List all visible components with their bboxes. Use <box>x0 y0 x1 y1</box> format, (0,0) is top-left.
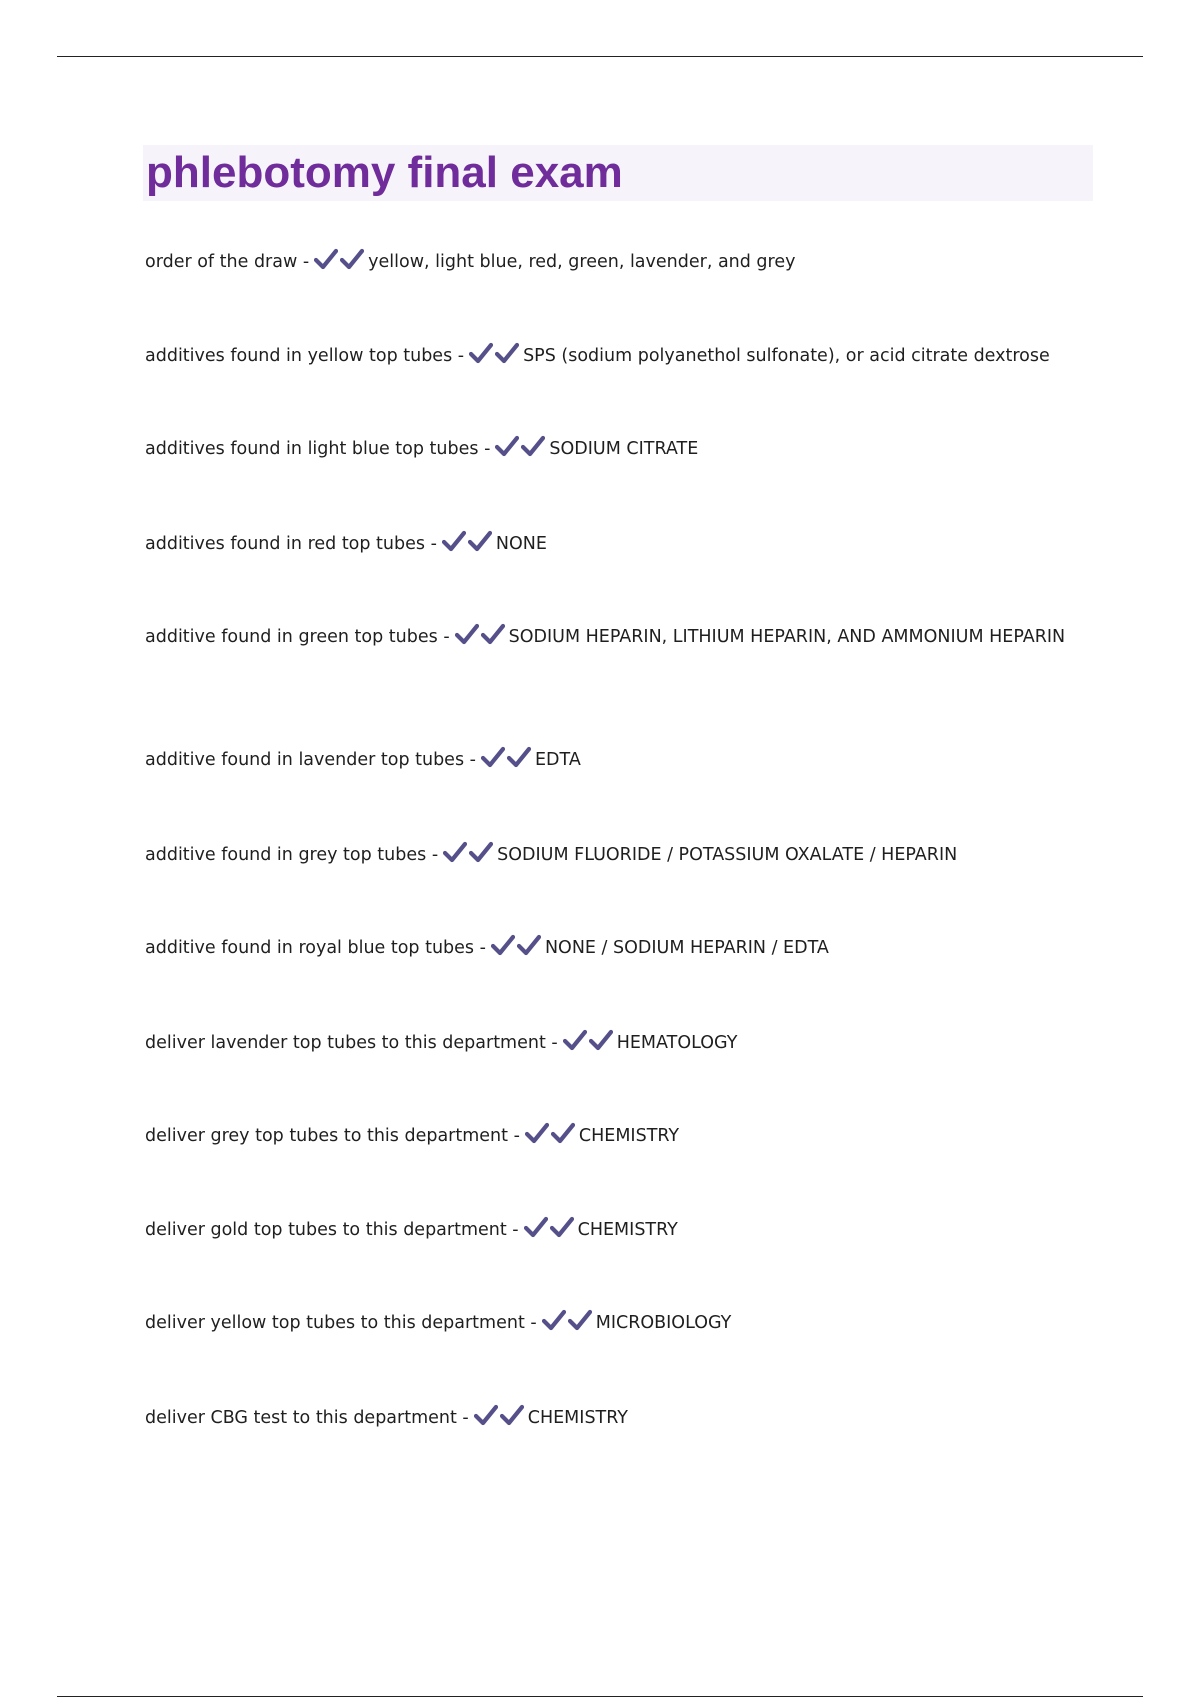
check-icon <box>442 530 466 552</box>
question-text: additive found in green top tubes <box>145 627 438 647</box>
check-icon <box>542 1309 566 1331</box>
check-icon <box>455 623 479 645</box>
double-check-icons <box>494 434 546 464</box>
question-text: deliver gold top tubes to this department <box>145 1220 507 1240</box>
question-text: deliver yellow top tubes to this department <box>145 1313 525 1333</box>
answer-text: MICROBIOLOGY <box>595 1313 732 1333</box>
answer-text: CHEMISTRY <box>578 1126 680 1146</box>
separator-dash: - <box>297 252 310 272</box>
separator-dash: - <box>508 1126 520 1146</box>
double-check-icons <box>454 622 506 652</box>
check-icon <box>525 1122 549 1144</box>
answer-text: SODIUM HEPARIN, LITHIUM HEPARIN, AND AMMONIUM HEPARIN <box>508 627 1066 647</box>
double-check-icons <box>541 1308 593 1338</box>
answer-text: NONE / SODIUM HEPARIN / EDTA <box>544 938 829 958</box>
check-icon <box>517 934 541 956</box>
question-text: additive found in royal blue top tubes <box>145 938 475 958</box>
question-text: additives found in red top tubes <box>145 534 425 554</box>
check-icon <box>481 623 505 645</box>
double-check-icons <box>523 1215 575 1245</box>
check-icon <box>314 248 338 270</box>
answer-text: SODIUM FLUORIDE / POTASSIUM OXALATE / HEPARIN <box>497 845 958 865</box>
double-check-icons <box>562 1028 614 1058</box>
qa-item <box>145 434 1095 464</box>
answer-text: CHEMISTRY <box>577 1220 678 1240</box>
double-check-icons <box>442 840 494 870</box>
separator-dash: - <box>426 845 439 865</box>
qa-item <box>145 1403 1095 1433</box>
answer-text: yellow, light blue, red, green, lavender, and grey <box>368 252 796 272</box>
double-check-icons <box>441 529 493 559</box>
double-check-icons <box>524 1121 576 1151</box>
top-rule <box>57 56 1143 57</box>
document-title: phlebotomy final exam <box>146 148 623 197</box>
bottom-rule <box>57 1696 1143 1697</box>
check-icon <box>481 746 505 768</box>
check-icon <box>563 1029 587 1051</box>
separator-dash: - <box>437 627 450 647</box>
question-text: additive found in lavender top tubes <box>145 750 465 770</box>
question-text: additives found in yellow top tubes <box>145 346 453 366</box>
double-check-icons <box>480 745 532 775</box>
separator-dash: - <box>506 1220 519 1240</box>
question-text: deliver grey top tubes to this department <box>145 1126 508 1146</box>
question-text: order of the draw <box>145 252 298 272</box>
qa-item <box>145 622 1095 652</box>
check-icon <box>469 342 493 364</box>
check-icon <box>551 1122 575 1144</box>
qa-item <box>145 1215 1095 1245</box>
separator-dash: - <box>452 346 465 366</box>
answer-text: NONE <box>495 534 547 554</box>
check-icon <box>524 1216 548 1238</box>
qa-item <box>145 247 1095 277</box>
separator-dash: - <box>456 1408 469 1428</box>
separator-dash: - <box>545 1033 558 1053</box>
check-icon <box>443 841 467 863</box>
double-check-icons <box>473 1403 525 1433</box>
answer-text: EDTA <box>534 750 581 770</box>
qa-item <box>145 1121 1095 1151</box>
double-check-icons <box>468 341 520 371</box>
separator-dash: - <box>474 938 486 958</box>
qa-item <box>145 341 1095 371</box>
question-text: deliver CBG test to this department <box>145 1408 457 1428</box>
qa-item <box>145 1028 1095 1058</box>
check-icon <box>340 248 364 270</box>
check-icon <box>495 435 519 457</box>
check-icon <box>500 1404 524 1426</box>
check-icon <box>468 530 492 552</box>
separator-dash: - <box>425 534 437 554</box>
check-icon <box>507 746 531 768</box>
qa-item <box>145 529 1095 559</box>
answer-text: HEMATOLOGY <box>616 1033 738 1053</box>
separator-dash: - <box>464 750 476 770</box>
check-icon <box>495 342 519 364</box>
check-icon <box>550 1216 574 1238</box>
check-icon <box>474 1404 498 1426</box>
question-text: deliver lavender top tubes to this department <box>145 1033 546 1053</box>
check-icon <box>469 841 493 863</box>
question-text: additives found in light blue top tubes <box>145 439 479 459</box>
qa-item <box>145 840 1095 870</box>
answer-text: SPS (sodium polyanethol sulfonate), or acid citrate dextrose <box>523 346 1050 366</box>
separator-dash: - <box>524 1313 537 1333</box>
check-icon <box>589 1029 613 1051</box>
separator-dash: - <box>478 439 491 459</box>
answer-text: CHEMISTRY <box>527 1408 628 1428</box>
answer-text: SODIUM CITRATE <box>549 439 699 459</box>
check-icon <box>568 1309 592 1331</box>
qa-item <box>145 1308 1095 1338</box>
question-text: additive found in grey top tubes <box>145 845 427 865</box>
qa-item <box>145 933 1095 963</box>
check-icon <box>521 435 545 457</box>
double-check-icons <box>313 247 365 277</box>
qa-item <box>145 745 1095 775</box>
check-icon <box>491 934 515 956</box>
double-check-icons <box>490 933 542 963</box>
